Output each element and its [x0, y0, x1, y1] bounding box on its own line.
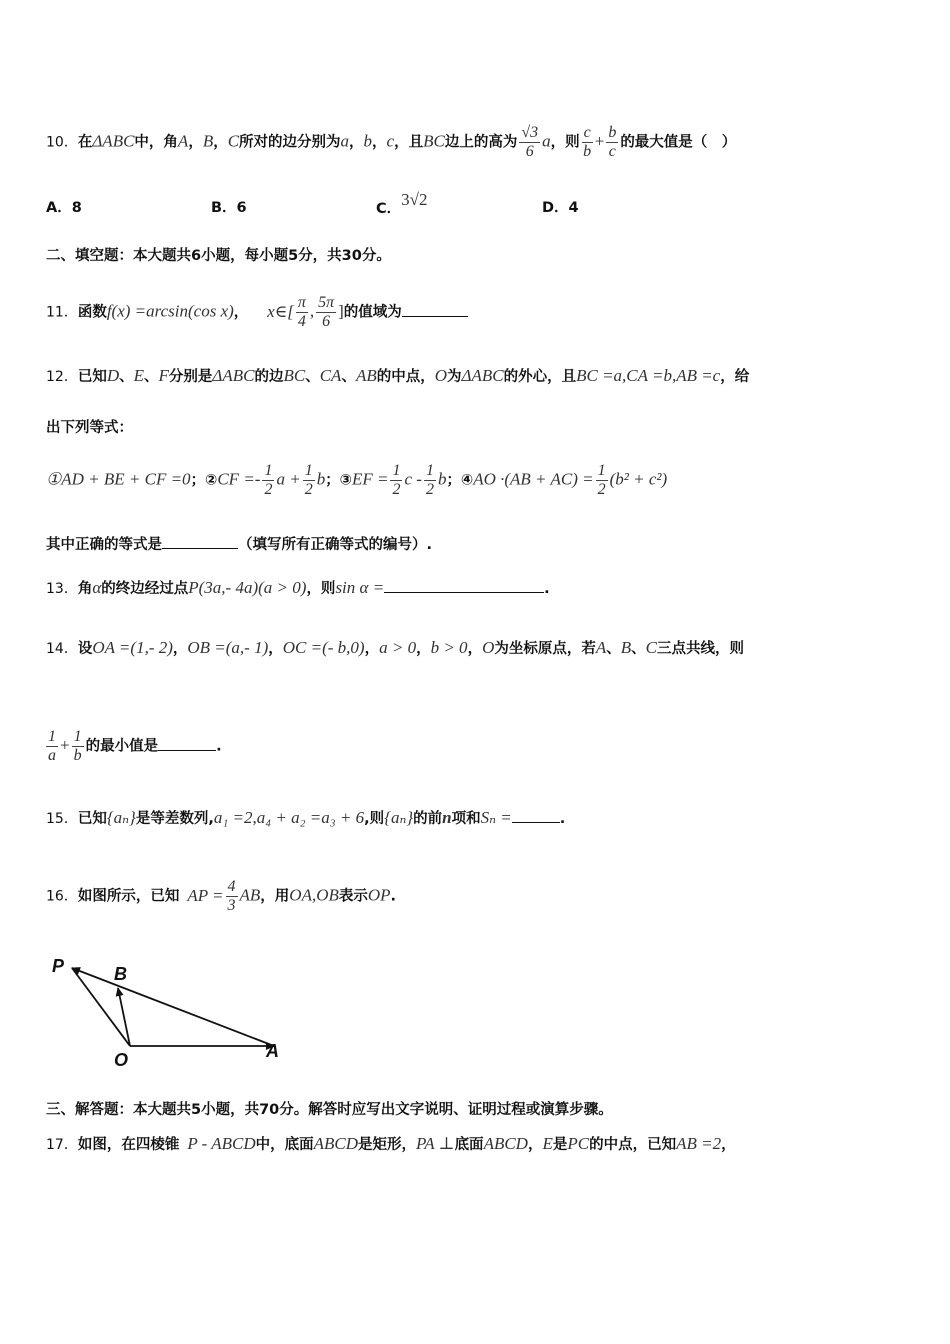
label-o: O	[114, 1050, 129, 1070]
q11-answer-blank[interactable]	[402, 302, 468, 317]
q10-number: 10．	[46, 134, 78, 151]
segment-a-p	[72, 968, 274, 1046]
q10-fraction-c-over-b: $\frac{c}{b}$	[583, 124, 592, 160]
q10-height-fraction: $\frac{√3}{6}$	[521, 124, 539, 160]
label-b: B	[114, 964, 127, 984]
label-p: P	[52, 956, 65, 976]
q10-fraction-b-over-c: $\frac{b}{c}$	[608, 124, 617, 160]
q12-eq2: CF =-	[217, 469, 261, 489]
q11-stem: 11．函数f(x) =arcsin(cos x)， x∈[ $\frac{\pi}{4}$ , $\frac{5\pi}{6}$ ]的值域为	[46, 294, 910, 331]
q10-option-c[interactable]: C．3√2	[376, 190, 428, 217]
q10-option-b[interactable]: B．6	[211, 200, 247, 216]
q16-fraction: $\frac{4}{3}$	[227, 878, 236, 914]
q15-stem: 15．已知{aₙ}是等差数列,a₁ =2,a₄ + a₂ =a₃ + 6,则{aₙ}的前n项和Sₙ = .	[46, 808, 566, 827]
q16-vector-figure	[46, 950, 296, 1075]
section-3-heading: 三、解答题：本大题共5小题，共70分。解答时应写出文字说明、证明过程或演算步骤。	[46, 1102, 613, 1118]
q12-answer-line: 其中正确的等式是 （填写所有正确等式的编号）.	[46, 534, 910, 555]
q10-stem: 10．在ΔABC中，角A，B，C所对的边分别为a，b，c，且BC边上的高为 $\frac{√3}{6}$ a，则 $\frac{c}{b}$ + $\frac{b}{c}$ 的最大值是（ ）	[46, 124, 737, 160]
q12-stem: 12．已知D、E、F分别是ΔABC的边BC、CA、AB的中点，O为ΔABC的外心，且BC =a,CA =b,AB =c，给	[46, 366, 750, 385]
q12-line2: 出下列等式：	[46, 420, 133, 436]
q14-number: 14．	[46, 641, 78, 657]
section-2-heading: 二、填空题：本大题共6小题，每小题5分，共30分。	[46, 248, 391, 264]
q12-answer-blank[interactable]	[162, 534, 238, 549]
q15-answer-blank[interactable]	[512, 808, 560, 823]
q13-number: 13．	[46, 581, 78, 597]
q17-number: 17．	[46, 1137, 78, 1153]
q13-answer-blank[interactable]	[384, 578, 544, 593]
q16-stem: 16．如图所示，已知 AP = $\frac{4}{3}$ AB，用OA,OB表示OP.	[46, 878, 397, 914]
q13-stem: 13．角α的终边经过点P(3a,- 4a)(a > 0)，则sin α = .	[46, 578, 550, 597]
q12-eq4: AO ·(AB + AC) =	[473, 469, 594, 489]
q11-domain-upper: $\frac{5\pi}{6}$	[318, 294, 335, 330]
q16-number: 16．	[46, 888, 78, 905]
q12-eq3: EF =	[351, 469, 389, 489]
q11-domain-lower: $\frac{\pi}{4}$	[297, 294, 306, 330]
q10-option-a[interactable]: A．8	[46, 200, 82, 216]
q14-fraction-1-over-b: $\frac{1}{b}$	[73, 728, 82, 764]
q10-option-d[interactable]: D．4	[542, 200, 579, 216]
q14-stem: 14．设OA =(1,- 2)，OB =(a,- 1)，OC =(- b,0)，a > 0，b > 0，O为坐标原点，若A、B、C三点共线，则	[46, 638, 744, 657]
q12-number: 12．	[46, 369, 78, 385]
q14-answer-blank[interactable]	[158, 736, 216, 751]
q11-number: 11．	[46, 304, 78, 321]
label-a: A	[266, 1041, 279, 1061]
q15-number: 15．	[46, 811, 78, 827]
q14-fraction-1-over-a: $\frac{1}{a}$	[48, 728, 56, 764]
q17-stem: 17．如图，在四棱锥 P - ABCD中，底面ABCD是矩形，PA ⊥底面ABCD，E是PC的中点，已知AB =2，	[46, 1134, 736, 1153]
q12-equations: ①AD + BE + CF =0；②CF =- $\frac{1}{2}$ a + $\frac{1}{2}$ b；③EF = $\frac{1}{2}$ c - $\frac{1}{2}$ b；④AO ·(AB + AC) = $\frac{1}{2}$ (b² + c²)	[46, 462, 668, 498]
q14-line2: $\frac{1}{a}$ + $\frac{1}{b}$ 的最小值是 .	[48, 728, 222, 764]
q12-eq1: ①AD + BE + CF =0	[46, 469, 191, 489]
